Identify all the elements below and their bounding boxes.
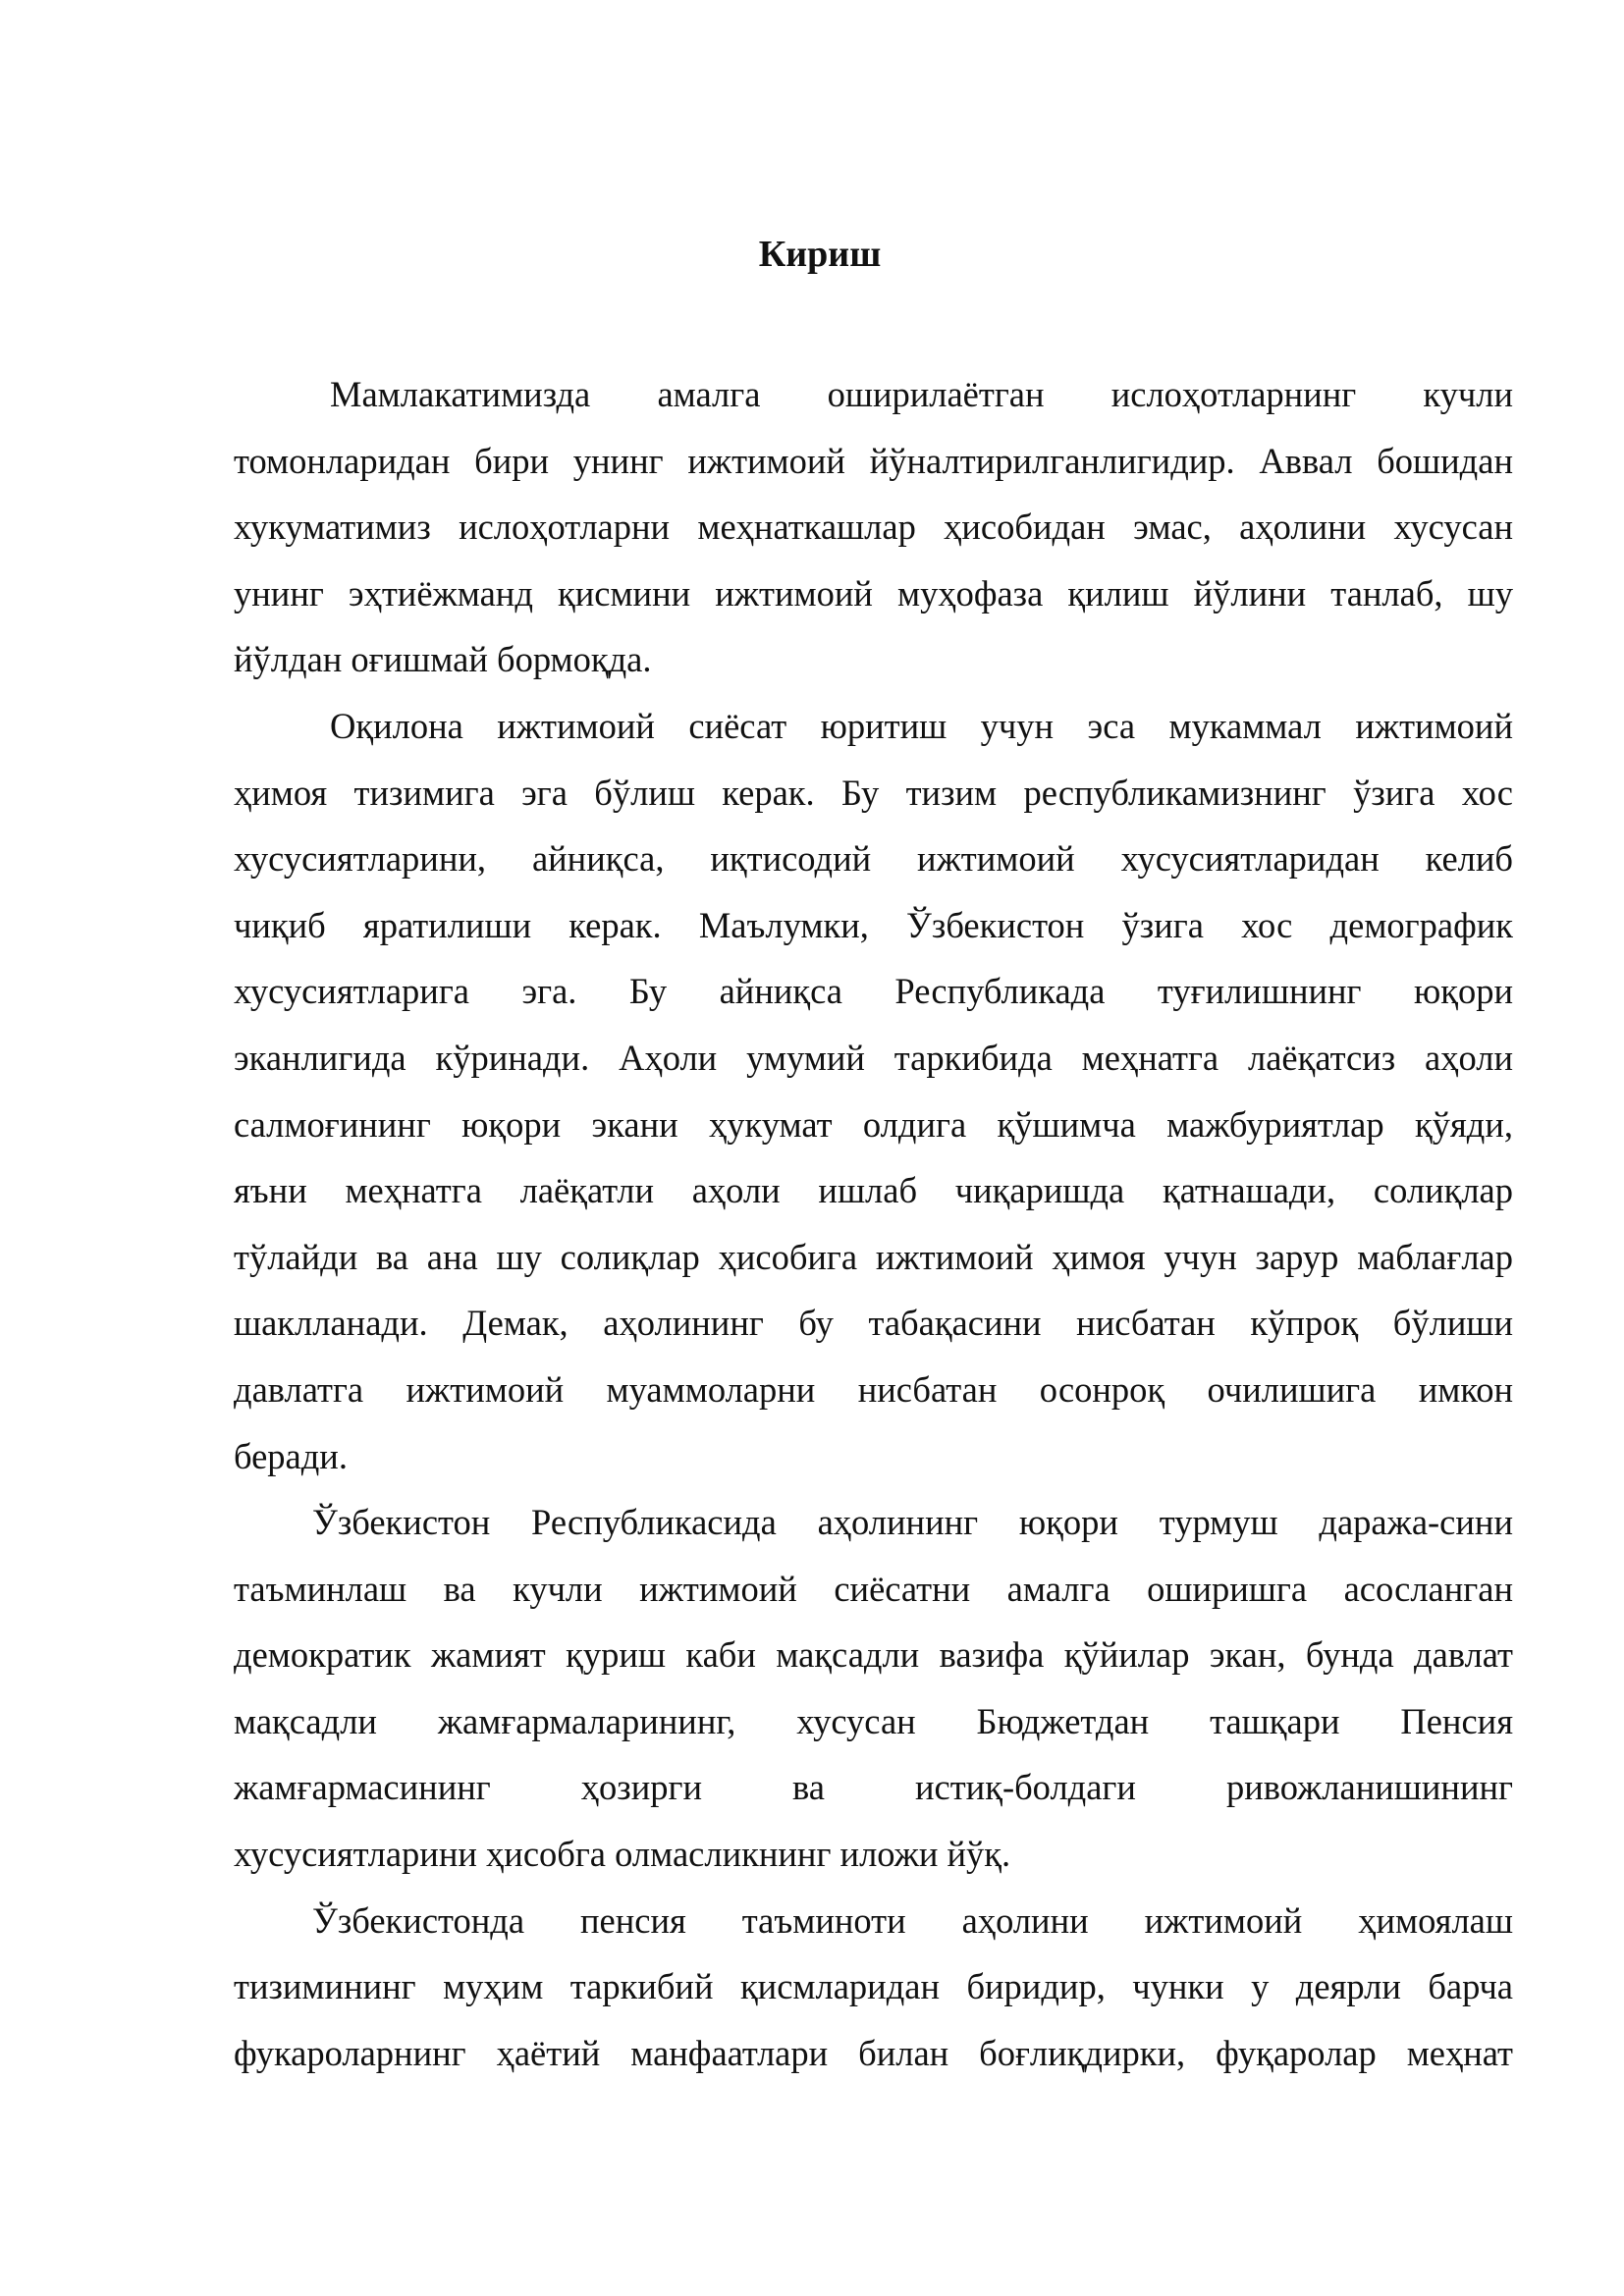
text-line: унинг эҳтиёжманд қисмини ижтимоий муҳофаза қилиш йўлини танлаб, шу (234, 572, 1513, 614)
paragraph-2 (234, 693, 1513, 1489)
text-line: хусусиятларини, айниқса, иқтисодий ижтимоий хусусиятларидан келиб (234, 838, 1513, 880)
text-line: беради. (234, 1435, 348, 1476)
text-line: демократик жамият қуриш каби мақсадли вазифа қўйилар экан, бунда давлат (234, 1634, 1513, 1676)
text-line: томонларидан бири унинг ижтимоий йўналтирилганлигидир. Аввал бошидан (234, 440, 1513, 481)
text-line: эканлигида кўринади. Аҳоли умумий таркибида меҳнатга лаёқатсиз аҳоли (234, 1037, 1513, 1078)
text-line: таъминлаш ва кучли ижтимоий сиёсатни амалга оширишга асосланган (234, 1568, 1513, 1609)
text-line: Мамлакатимизда амалга оширилаётган ислоҳотларнинг кучли (330, 374, 1513, 414)
paragraph-4 (234, 1888, 1513, 2087)
text-line: Ўзбекистон Республикасида аҳолининг юқори турмуш даража-сини (312, 1502, 1513, 1543)
text-line: тизимининг муҳим таркибий қисмларидан биридир, чунки у деярли барча (234, 1966, 1513, 2007)
text-line: чиқиб яратилиши керак. Маълумки, Ўзбекистон ўзига хос демографик (234, 904, 1513, 945)
text-line: тўлайди ва ана шу солиқлар ҳисобига ижтимоий ҳимоя учун зарур маблағлар (234, 1236, 1513, 1277)
text-line: хусусиятларига эга. Бу айниқса Республикада туғилишнинг юқори (234, 971, 1513, 1012)
text-line: шаклланади. Демак, аҳолининг бу табақасини нисбатан кўпроқ бўлиши (234, 1303, 1513, 1344)
document-body (234, 361, 1513, 2086)
text-line: ҳимоя тизимига эга бўлиш керак. Бу тизим республикамизнинг ўзига хос (234, 772, 1513, 813)
text-line: хукуматимиз ислоҳотларни меҳнаткашлар ҳисобидан эмас, аҳолини хусусан (234, 507, 1513, 548)
text-line: жамғармасининг ҳозирги ва истиқ-болдаги ривожланишининг (234, 1767, 1513, 1808)
text-line: яъни меҳнатга лаёқатли аҳоли ишлаб чиқаришда қатнашади, солиқлар (234, 1170, 1513, 1211)
text-line: Ўзбекистонда пенсия таъминоти аҳолини ижтимоий ҳимоялаш (312, 1899, 1513, 1941)
page-title: Кириш (758, 234, 882, 275)
text-line: хусусиятларини ҳисобга олмасликнинг иложи йўқ. (234, 1834, 1011, 1875)
text-line: давлатга ижтимоий муаммоларни нисбатан осонроқ очилишига имкон (234, 1368, 1513, 1410)
paragraph-1 (234, 361, 1513, 693)
text-line: йўлдан оғишмай бормоқда. (234, 639, 652, 680)
paragraph-3 (234, 1489, 1513, 1888)
text-line: фукароларнинг ҳаётий манфаатлари билан боғлиқдирки, фуқаролар меҳнат (234, 2032, 1513, 2073)
text-line: салмоғининг юқори экани ҳукумат олдига қўшимча мажбуриятлар қўяди, (234, 1103, 1513, 1145)
text-line: мақсадли жамғармаларининг, хусусан Бюджетдан ташқари Пенсия (234, 1700, 1513, 1741)
text-line: Оқилона ижтимоий сиёсат юритиш учун эса мукаммал ижтимоий (330, 705, 1513, 746)
